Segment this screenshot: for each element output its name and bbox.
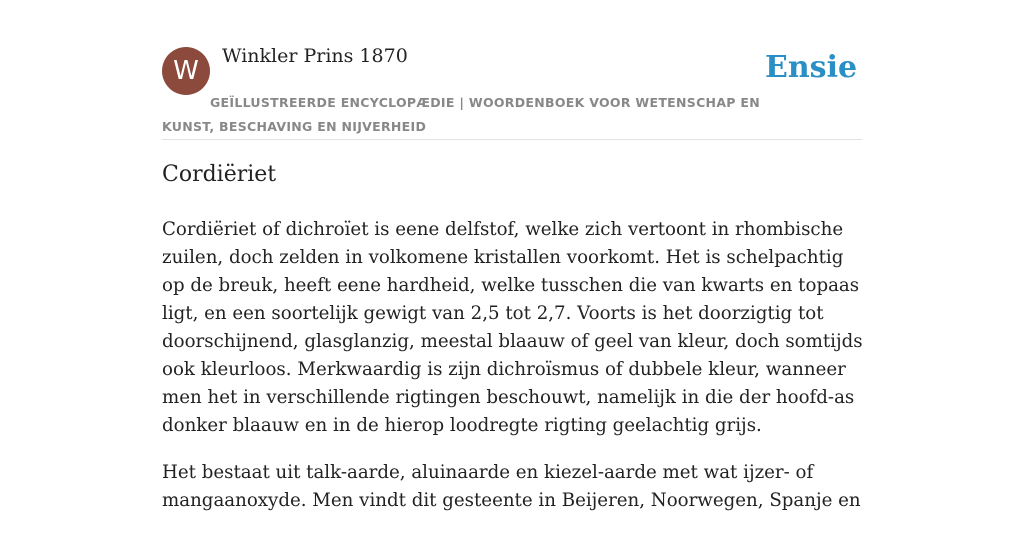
source-subtitle: GEÏLLUSTREERDE ENCYCLOPÆDIE | WOORDENBOEK VOOR WETENSCHAP EN KUNST, BESCHAVING EN NIJVERHEID bbox=[162, 95, 760, 134]
header-divider bbox=[162, 139, 862, 140]
source-title[interactable]: Winkler Prins 1870 bbox=[222, 45, 408, 67]
article-paragraph-2: Het bestaat uit talk-aarde, aluinaarde en kiezel-aarde met wat ijzer- of mangaanoxyde. Men vindt dit gesteente in Beijeren, Noorwegen, Spanje en bbox=[162, 462, 861, 511]
brand-logo[interactable]: Ensie bbox=[765, 50, 858, 85]
entry-title: Cordiëriet bbox=[162, 162, 277, 187]
article-paragraph-1: Cordiëriet of dichroïet is eene delfstof, welke zich vertoont in rhombische zuilen, doch zelden in volkomene kristallen voorkomt. Het is schelpachtig op de breuk, heeft eene hardheid, welke tusschen die van kwarts en topaas ligt, en een soortelijk gewigt van 2,5 tot 2,7. Voorts is het doorzigtig tot doorschijnend, glasglanzig, meestal blaauw of geel van kleur, doch somtijds ook kleurloos. Merkwaardig is zijn dichroïsmus of dubbele kleur, wanneer men het in verschillende rigtingen beschouwt, namelijk in die der hoofd-as donker blaauw en in de hierop loodregte rigting geelachtig grijs. bbox=[162, 219, 863, 436]
article-body bbox=[162, 216, 864, 534]
avatar[interactable]: W bbox=[162, 47, 210, 95]
